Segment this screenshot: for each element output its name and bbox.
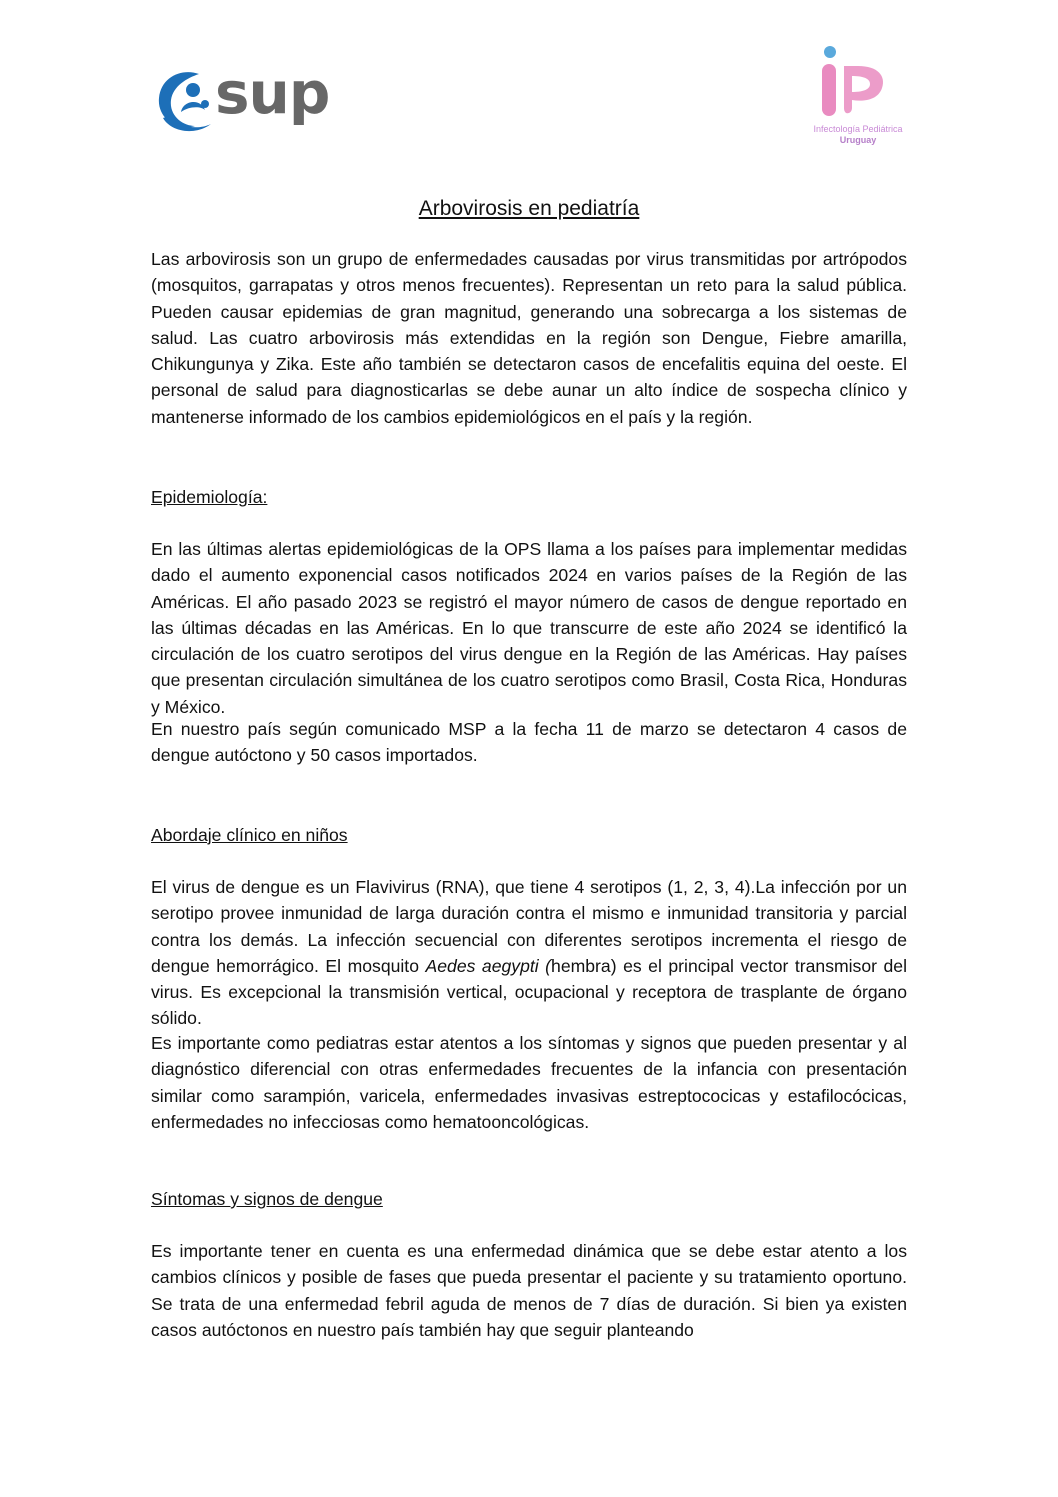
abordaje-p1-text-a: El virus de dengue es un Flavivirus (RNA), que tiene 4 serotipos (1, 2, 3, 4).La infección por un serotipo provee inmunidad de larga duración contra el mismo e inmunidad transitoria y parcial contra los demás. La infección secuencial con diferentes serotipos incrementa el riesgo de dengue hemorrágico. El mosquito <box>151 877 907 976</box>
intro-paragraph: Las arbovirosis son un grupo de enfermedades causadas por virus transmitidas por artrópodos (mosquitos, garrapatas y otros menos frecuentes). Representan un reto para la salud pública. Pueden causar epidemias de gran magnitud, generando una sobrecarga a los sistemas de salud. Las cuatro arbovirosis más extendidas en la región son Dengue, Fiebre amarilla, Chikungunya y Zika. Este año también se detectaron casos de encefalitis equina del oeste. El personal de salud para diagnosticarlas se debe aunar un alto índice de sospecha clínico y mantenerse informado de los cambios epidemiológicos en el país y la región. <box>151 249 907 427</box>
heading-abordaje-clinico: Abordaje clínico en niños <box>151 825 348 845</box>
infectologia-pediatrica-logo <box>808 42 908 150</box>
epidemiologia-paragraph-2: En nuestro país según comunicado MSP a la fecha 11 de marzo se detectaron 4 casos de dengue autóctono y 50 casos importados. <box>151 719 907 766</box>
document-title: Arbovirosis en pediatría <box>418 197 640 220</box>
epidemiologia-paragraph-1: En las últimas alertas epidemiológicas de la OPS llama a los países para implementar medidas dado el aumento exponencial casos notificados 2024 en varios países de la Región de las Américas. El año pasado 2023 se registró el mayor número de casos de dengue reportado en las últimas décadas en las Américas. En lo que transcurre de este año 2024 se identificó la circulación de los cuatro serotipos del virus dengue en la Región de las Américas. Hay países que presentan circulación simultánea de los cuatro serotipos como Brasil, Costa Rica, Honduras y México. <box>151 539 907 717</box>
abordaje-paragraph-1 <box>151 874 907 1032</box>
abordaje-p1-text-b: hembra) es el principal vector transmisor del virus. Es excepcional la transmisión vertical, ocupacional y receptora de trasplante de órgano sólido. <box>151 955 907 1029</box>
sintomas-paragraph-1: Es importante tener en cuenta es una enfermedad dinámica que se debe estar atento a los cambios clínicos y posible de fases que pueda presentar el paciente y su tratamiento oportuno. Se trata de una enfermedad febril aguda de menos de 7 días de duración. Si bien ya existen casos autóctonos en nuestro país también hay que seguir planteando <box>151 1241 907 1340</box>
ip-logo-caption <box>808 124 908 146</box>
sup-logo <box>155 59 345 140</box>
sup-wordmark: sup <box>215 59 330 127</box>
ip-logo-caption-line1: Infectología Pediátrica <box>813 124 903 134</box>
aedes-aegypti-species-name: Aedes aegypti ( <box>425 955 552 976</box>
heading-sintomas-signos: Síntomas y signos de dengue <box>151 1189 383 1209</box>
sup-emblem-icon <box>155 66 217 136</box>
heading-epidemiologia: Epidemiología: <box>151 487 268 507</box>
ip-emblem-icon <box>808 42 908 126</box>
ip-logo-caption-line2: Uruguay <box>839 135 877 145</box>
abordaje-paragraph-2: Es importante como pediatras estar atentos a los síntomas y signos que pueden presentar y al diagnóstico diferencial con otras enfermedades frecuentes de la infancia con presentación similar como sarampión, varicela, enfermedades invasivas estreptococicas y estafilocócicas, enfermedades no infecciosas como hematooncológicas. <box>151 1033 907 1132</box>
